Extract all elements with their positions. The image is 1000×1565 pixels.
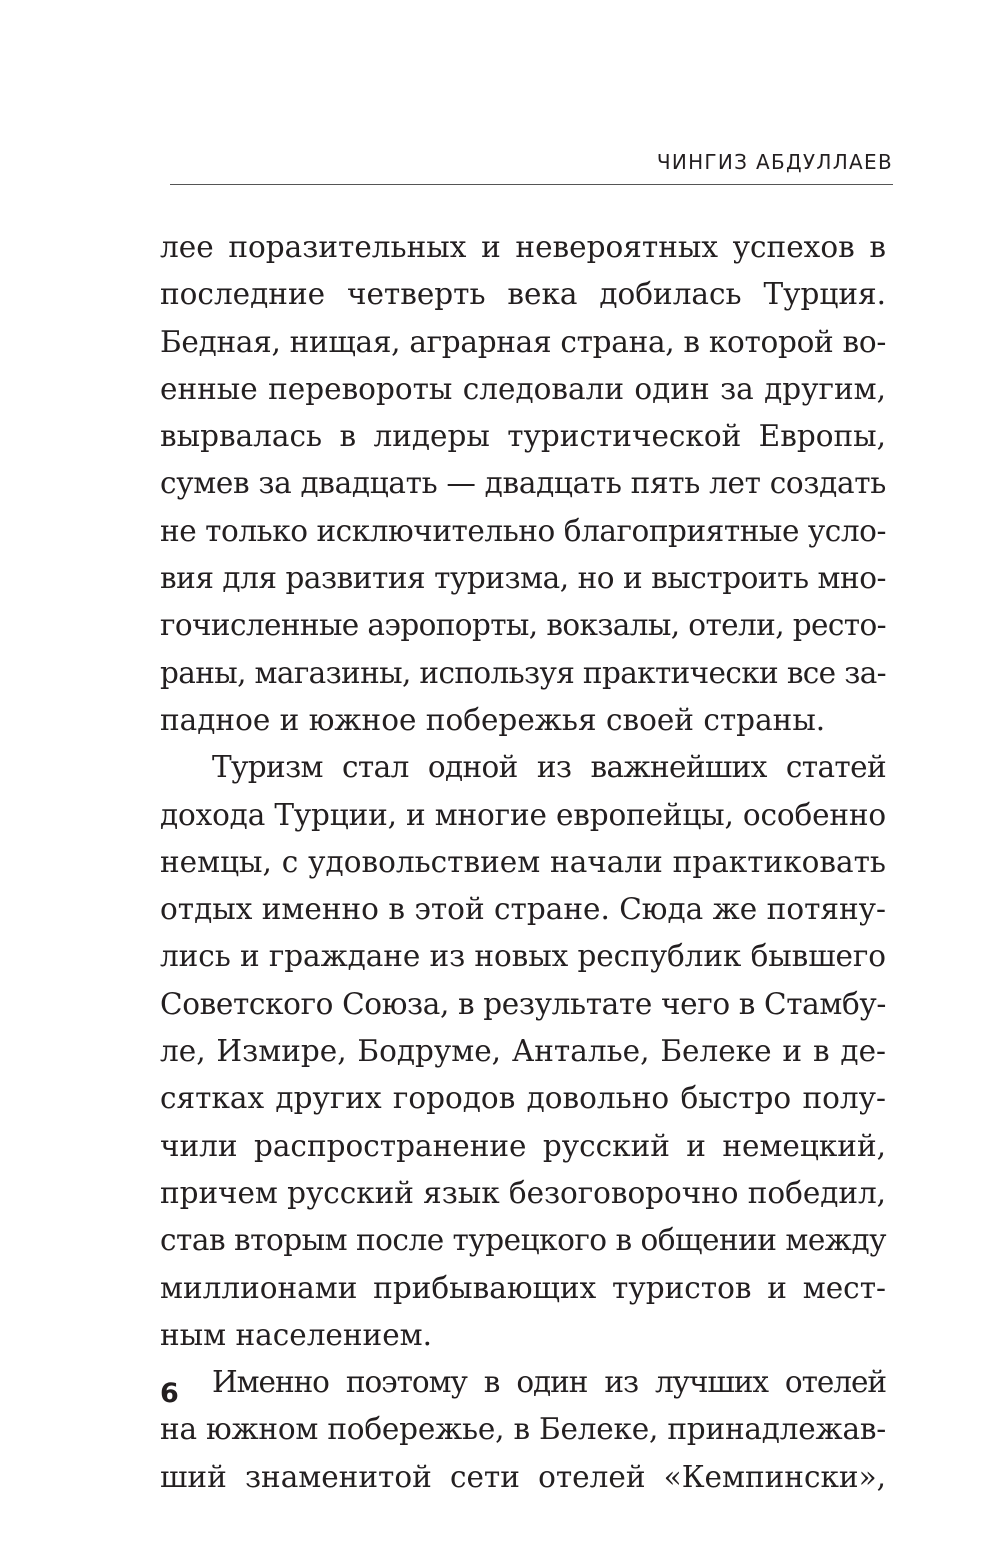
text-line: Бедная, нищая, аграрная страна, в которой во-: [160, 324, 886, 359]
text-line: ным населением.: [160, 1317, 432, 1352]
text-line: падное и южное побережья своей страны.: [160, 702, 826, 737]
text-line: лее поразительных и невероятных успехов в: [160, 230, 886, 264]
text-line: последние четверть века добилась Турция.: [160, 277, 886, 312]
text-line: немцы, с удовольствием начали практиковать: [160, 844, 886, 879]
body-text: [160, 224, 886, 1501]
text-line: не только исключительно благоприятные усло-: [160, 513, 886, 548]
text-line: ший знаменитой сети отелей «Кемпински»,: [160, 1459, 886, 1494]
text-line: Туризм стал одной из важнейших статей: [212, 750, 886, 785]
text-line: миллионами прибывающих туристов и мест-: [160, 1270, 886, 1305]
running-header: [170, 148, 893, 185]
text-line: Советского Союза, в результате чего в Стамбу-: [160, 986, 886, 1021]
text-line: дохода Турции, и многие европейцы, особенно: [160, 797, 886, 832]
text-line: лись и граждане из новых республик бывшего: [160, 939, 886, 974]
text-line: на южном побережье, в Белеке, принадлежав-: [160, 1412, 886, 1447]
text-line: сятках других городов довольно быстро полу-: [160, 1081, 886, 1116]
author-name: ЧИНГИЗ АБДУЛЛАЕВ: [656, 150, 893, 174]
text-line: ле, Измире, Бодруме, Анталье, Белеке и в де-: [160, 1034, 886, 1069]
text-line: гочисленные аэропорты, вокзалы, отели, ресто-: [160, 608, 886, 643]
text-line: сумев за двадцать — двадцать пять лет создать: [160, 466, 886, 501]
text-line: енные перевороты следовали один за другим,: [160, 371, 886, 406]
text-line: причем русский язык безоговорочно победил,: [160, 1175, 886, 1210]
text-line: Именно поэтому в один из лучших отелей: [212, 1365, 886, 1400]
text-line: вырвалась в лидеры туристической Европы,: [160, 419, 886, 454]
text-line: чили распространение русский и немецкий,: [160, 1128, 886, 1163]
text-line: отдых именно в этой стране. Сюда же потяну-: [160, 892, 886, 927]
page-number: 6: [160, 1378, 179, 1409]
text-line: вия для развития туризма, но и выстроить мно-: [160, 561, 887, 596]
text-line: раны, магазины, используя практически все за-: [160, 655, 886, 690]
text-line: став вторым после турецкого в общении между: [160, 1223, 886, 1258]
